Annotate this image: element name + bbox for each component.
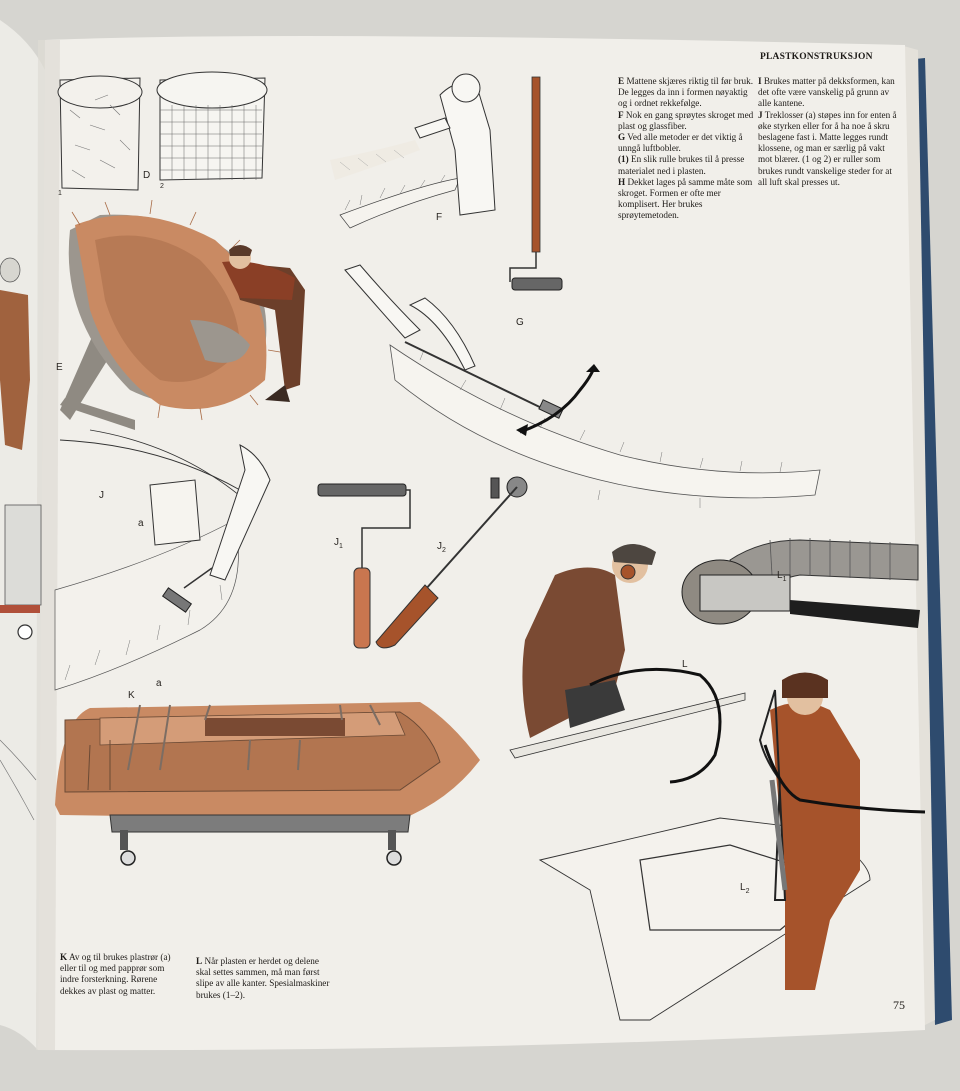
caption-k: K Av og til brukes plastrør (a) eller til og med papprør som indre forsterkning. Rørene dekkes av plast og matter.: [60, 952, 171, 996]
page-number: 75: [893, 998, 905, 1012]
label-f: F: [436, 212, 443, 223]
label-l2: $L_2$: [740, 882, 750, 895]
label-d: D: [143, 170, 151, 181]
paragraph-e: E Mattene skjæres riktig til før bruk. De legges da inn i formen nøyaktig og i ordnet rekkefølge.: [618, 76, 753, 109]
text-column-left: [618, 76, 754, 222]
caption-l: L Når plasten er herdet og delene skal settes sammen, må man først slipe av alle kanter. Spesialmaskiner brukes (1–2).: [196, 956, 330, 1000]
label-a-k: a: [156, 678, 162, 689]
label-d2: 2: [160, 183, 164, 190]
section-title: PLASTKONSTRUKSJON: [760, 52, 873, 62]
label-j: J: [99, 490, 104, 501]
paragraph-i: I Brukes matter på dekksformen, kan det ofte være vanskelig på grunn av alle kantene.: [758, 76, 895, 109]
label-a-j: a: [138, 518, 144, 529]
paragraph-j: J Treklosser (a) støpes inn for enten å øke styrken eller for å ha noe å skru beslagene fast i. Matte legges rundt klossene, og man er særlig på vakt mot blærer. (1 og 2) er ruller som brukes rundt vanskelige steder for at all luft skal presses ut.: [758, 109, 897, 187]
paragraph-g: G Ved alle metoder er det viktig å unngå luftbobler.: [618, 132, 743, 154]
label-j1: $J_1$: [334, 537, 343, 550]
label-k: K: [128, 690, 135, 701]
label-g: G: [516, 317, 524, 328]
label-j2: $J_2$: [437, 541, 446, 554]
paragraph-1: (1) En slik rulle brukes til å presse materialet ned i plasten.: [618, 154, 745, 176]
label-d1: 1: [58, 190, 62, 197]
mat-rolls-figure-d: [58, 72, 267, 190]
label-e: E: [56, 362, 63, 373]
paragraph-f: F Nok en gang sprøytes skroget med plast og glassfiber.: [618, 109, 754, 131]
label-l: L: [682, 659, 688, 670]
paragraph-h: H Dekket lages på samme måte som skroget. Formen er ofte mer komplisert. Her brukes sprøytemetoden.: [618, 176, 753, 221]
label-l1: $L_1$: [777, 570, 787, 583]
text-column-right: [758, 76, 898, 188]
